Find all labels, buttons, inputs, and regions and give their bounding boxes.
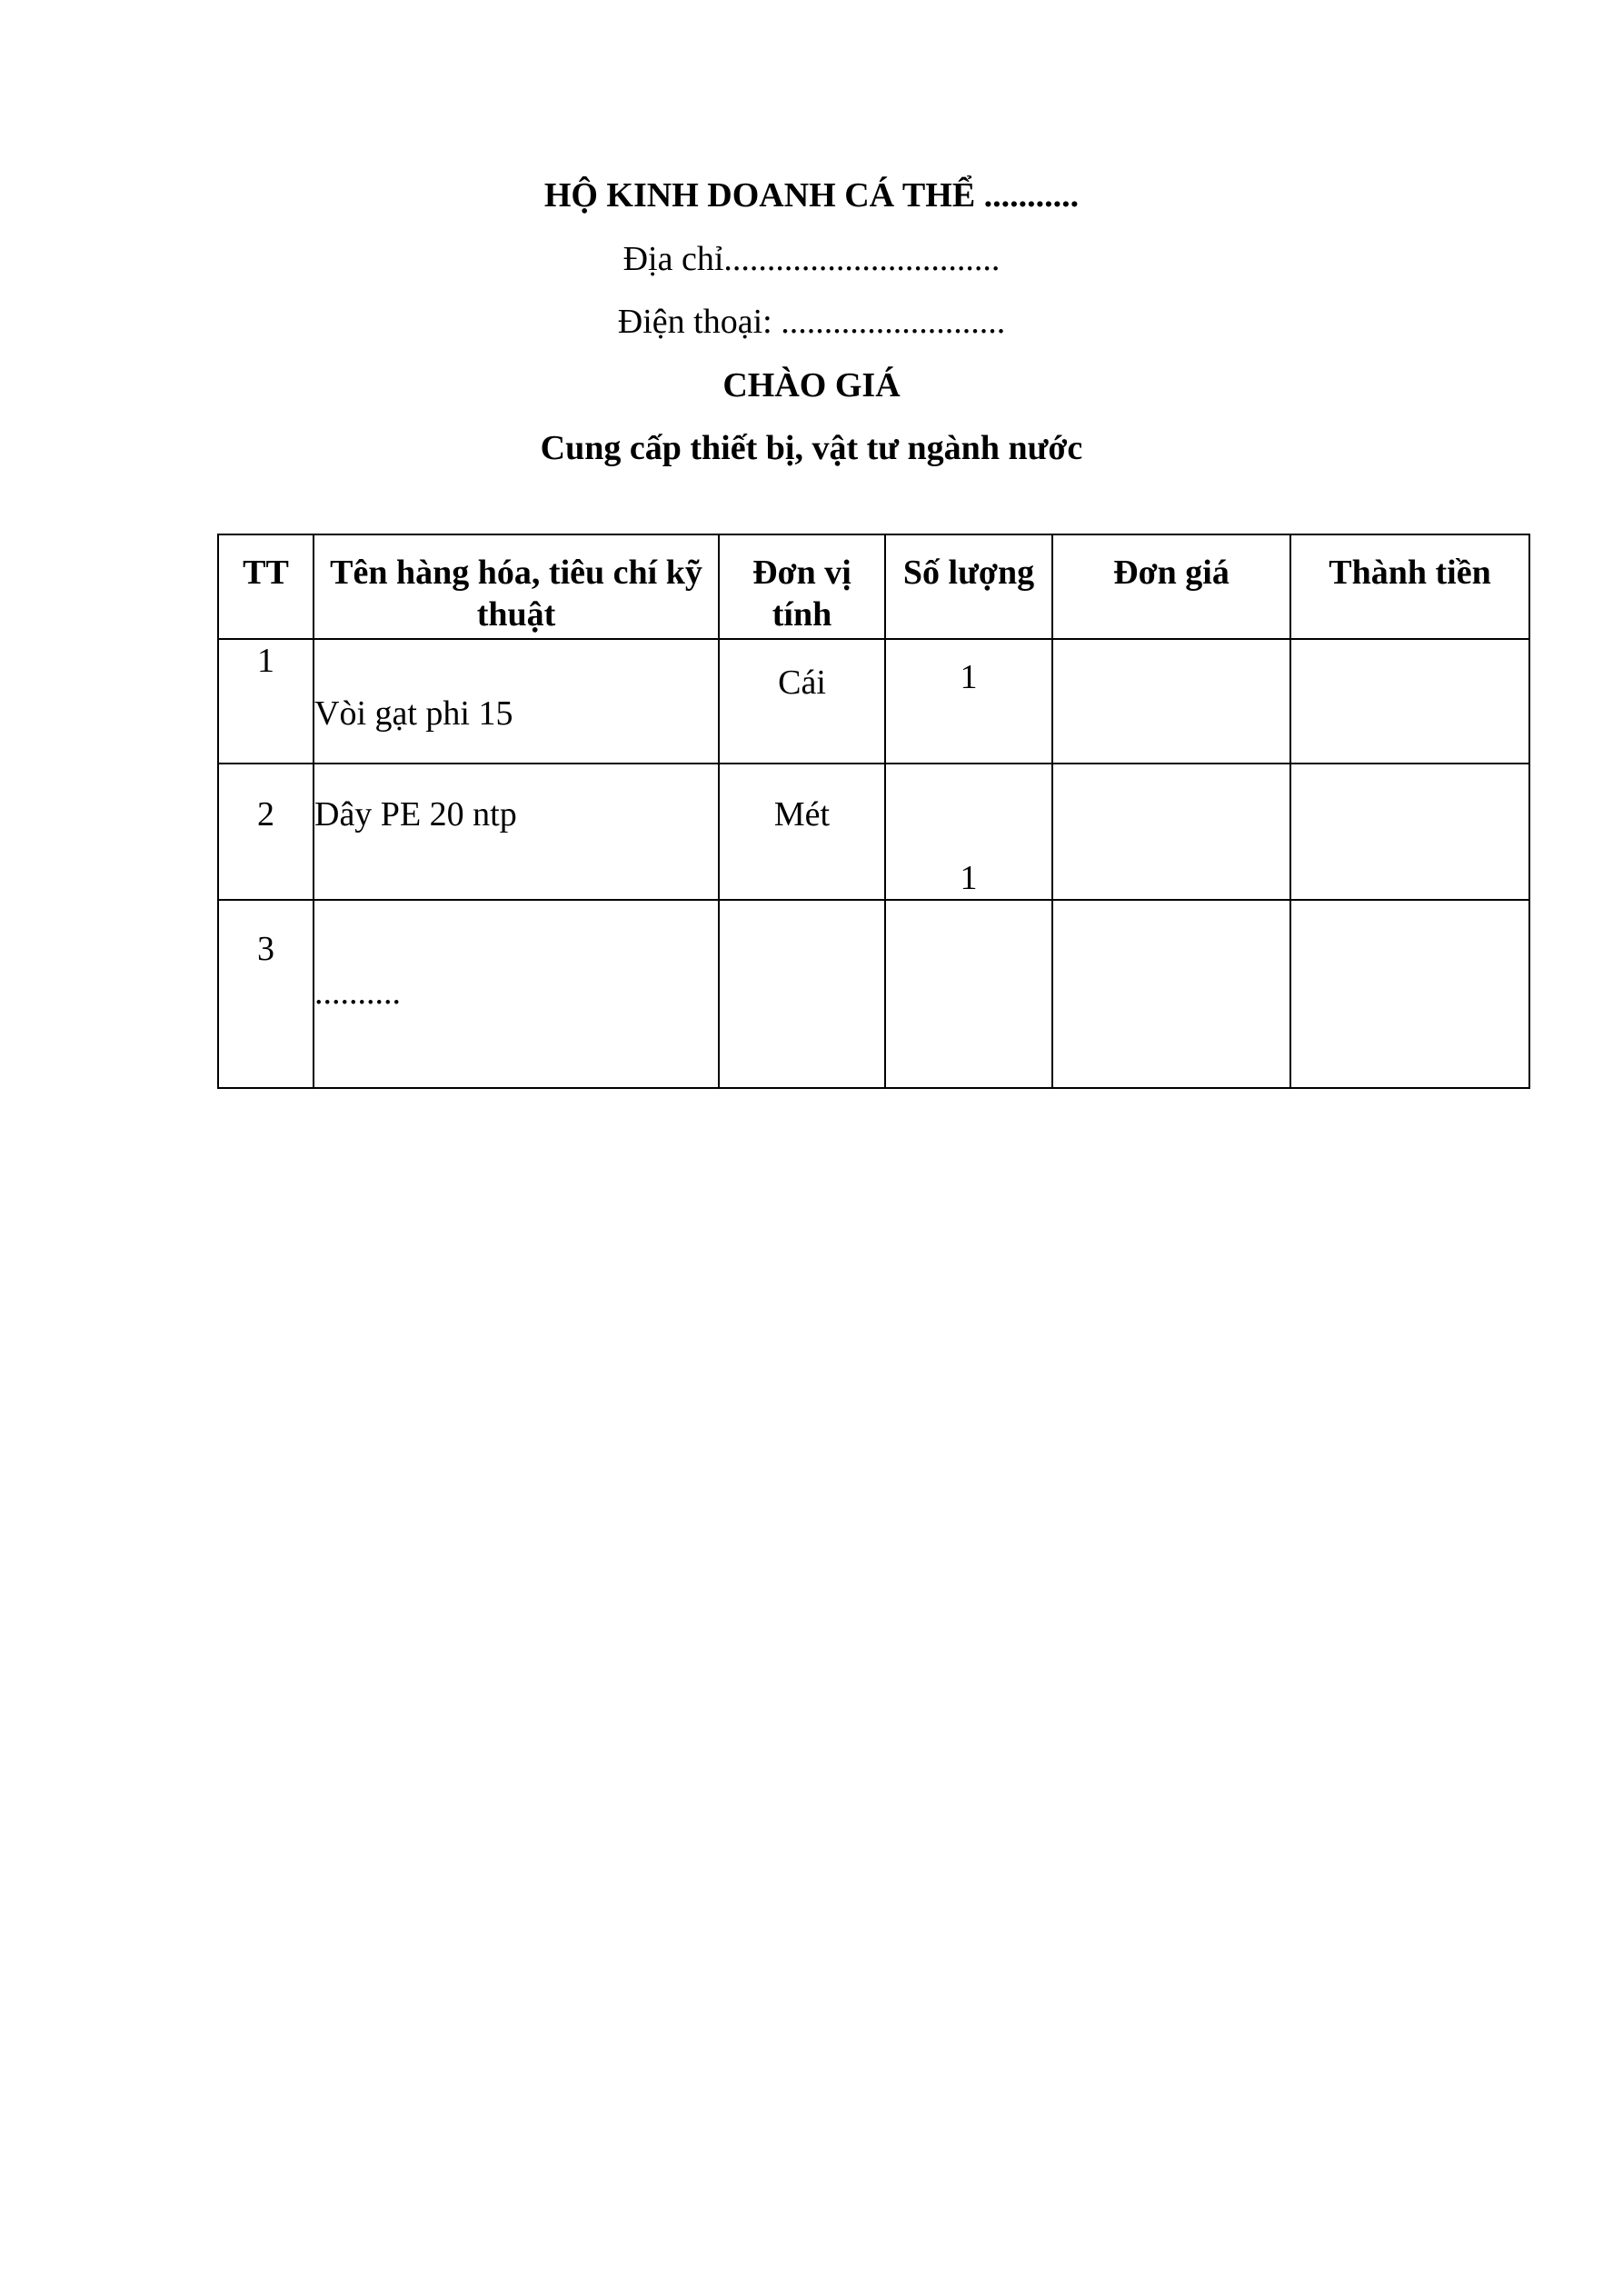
table-row — [218, 900, 1529, 1088]
cell-unit: Cái — [719, 639, 885, 764]
column-header-name: Tên hàng hóa, tiêu chí kỹ thuật — [314, 534, 719, 639]
column-header-unit: Đơn vị tính — [719, 534, 885, 639]
column-header-quantity: Số lượng — [885, 534, 1052, 639]
cell-name: .......... — [314, 900, 719, 1088]
phone-line: Điện thoại: .......................... — [617, 303, 1006, 341]
table-header-row — [218, 534, 1529, 639]
cell-quantity — [885, 900, 1052, 1088]
cell-total — [1290, 900, 1529, 1088]
table-row — [218, 639, 1529, 764]
cell-tt: 2 — [218, 764, 314, 900]
cell-unit-price — [1052, 639, 1290, 764]
cell-tt: 1 — [218, 639, 314, 764]
cell-unit-price — [1052, 900, 1290, 1088]
cell-unit: Mét — [719, 764, 885, 900]
quote-table — [217, 534, 1530, 1089]
address-line: Địa chỉ................................ — [622, 240, 1001, 278]
business-name: HỘ KINH DOANH CÁ THỂ ........... — [543, 176, 1080, 215]
cell-unit — [719, 900, 885, 1088]
cell-quantity: 1 — [885, 639, 1052, 764]
column-header-total: Thành tiền — [1290, 534, 1529, 639]
table-row — [218, 764, 1529, 900]
cell-total — [1290, 764, 1529, 900]
document-subtitle: Cung cấp thiết bị, vật tư ngành nước — [540, 429, 1083, 467]
cell-unit-price — [1052, 764, 1290, 900]
column-header-tt: TT — [218, 534, 314, 639]
cell-tt: 3 — [218, 900, 314, 1088]
cell-total — [1290, 639, 1529, 764]
column-header-unit-price: Đơn giá — [1052, 534, 1290, 639]
cell-quantity: 1 — [885, 764, 1052, 900]
document-title: CHÀO GIÁ — [722, 366, 901, 404]
cell-name: Dây PE 20 ntp — [314, 764, 719, 900]
cell-name: Vòi gạt phi 15 — [314, 639, 719, 764]
